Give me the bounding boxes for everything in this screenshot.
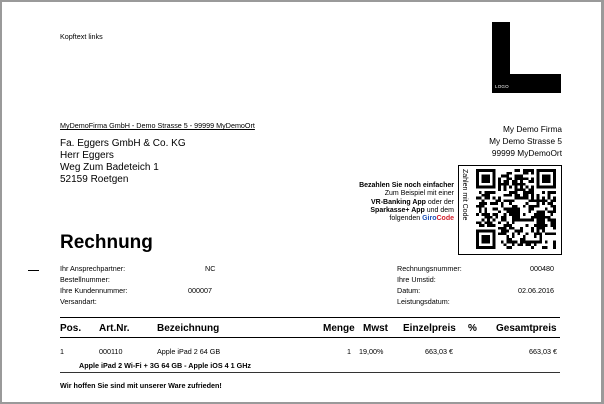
- item-description: Apple iPad 2 Wi-Fi + 3G 64 GB - Apple iOS 4 1 GHz: [79, 361, 252, 370]
- girocode-giro: Giro: [422, 215, 437, 223]
- table-top-rule: [60, 317, 560, 318]
- invoice-page: Kopftext links LOGO MyDemoFirma GmbH - Demo Strasse 5 - 99999 MyDemoOrt Fa. Eggers GmbH & Co. KG Herr Eggers Weg Zum Badeteich 1 52159 Roetgen My Demo Firma My Demo Strasse 5 99999 MyDemoOrt Bezahlen Sie noch einfacher Zum Beispiel mit einer VR-Banking App oder der Sparkasse+ App und dem folgenden GiroCode Zahlen mit Code Rechnung Ihr Ansprechpartner: NC Bestellnummer: Ihre Kundennummer: 000007 Versandart: Rechnungsnummer: 000480 Ihre Umstid: Datum: 02.06.2016 Leistungsdatum: Pos. Art.Nr. Bezeichnung Menge Mwst Einzelpreis % Gesamtpreis 1 000110 Apple iPad 2 64 GB 1 19,00% 663,03 € 663,03 € Apple iPad 2 Wi-Fi + 3G 64 GB - Apple iOS 4 1 GHz Wir hoffen Sie sind mit unserer Ware zufrieden!: [2, 2, 601, 402]
- fold-mark: [28, 270, 39, 271]
- header-left-text: Kopftext links: [60, 32, 103, 41]
- company-logo: [492, 22, 561, 93]
- company-address: [489, 123, 562, 159]
- invoice-date-value: 02.06.2016: [518, 286, 554, 295]
- recipient-line-1: Fa. Eggers GmbH & Co. KG: [60, 138, 186, 149]
- qr-side-label: Zahlen mit Code: [461, 169, 468, 221]
- recipient-line-4: 52159 Roetgen: [60, 174, 129, 185]
- contact-person-value: NC: [205, 264, 216, 273]
- company-street: My Demo Strasse 5: [489, 136, 562, 146]
- logo-label: LOGO: [495, 84, 509, 89]
- document-title: Rechnung: [60, 232, 153, 253]
- table-header-rule: [60, 337, 560, 338]
- recipient-line-3: Weg Zum Badeteich 1: [60, 162, 159, 173]
- payment-info: Bezahlen Sie noch einfacher Zum Beispiel mit einer VR-Banking App oder der Sparkasse+ App und dem folgenden GiroCode: [359, 182, 454, 223]
- payment-headline: Bezahlen Sie noch einfacher: [359, 182, 454, 189]
- closing-text: Wir hoffen Sie sind mit unserer Ware zufrieden!: [60, 381, 222, 390]
- table-bottom-rule: [60, 372, 560, 373]
- customer-number-value: 000007: [188, 286, 212, 295]
- girocode-code: Code: [436, 215, 454, 223]
- company-city: 99999 MyDemoOrt: [491, 148, 562, 158]
- recipient-address: [60, 138, 186, 186]
- recipient-line-2: Herr Eggers: [60, 150, 114, 161]
- qr-code-icon: [476, 169, 556, 249]
- invoice-number-value: 000480: [530, 264, 554, 273]
- sender-return-line: MyDemoFirma GmbH - Demo Strasse 5 - 99999 MyDemoOrt: [60, 121, 255, 130]
- company-name: My Demo Firma: [502, 124, 562, 134]
